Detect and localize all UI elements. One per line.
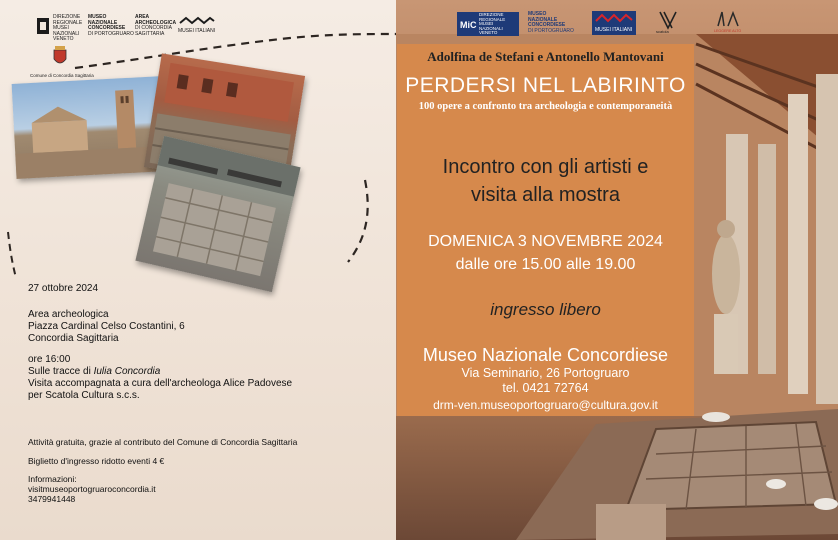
venue-line: Area archeologica: [28, 309, 109, 320]
museo-line: DI PORTOGRUARO: [88, 30, 134, 37]
dir-line: NAZIONALI: [479, 25, 503, 31]
logo4-label: LEGGERE ALTO: [714, 29, 742, 33]
tour-italic: Iulia Concordia: [93, 366, 161, 377]
venue-block: [28, 309, 185, 345]
scatola-icon: [656, 10, 680, 30]
dir-line: DIREZIONE: [479, 12, 504, 17]
left-logo-dir: [36, 14, 83, 42]
museum-phone: tel. 0421 72764: [502, 381, 589, 395]
museo-line: CONCORDIESE: [528, 22, 566, 28]
wave-icon: [592, 11, 636, 25]
exhibit-subtitle: 100 opere a confronto tra archeologia e contemporaneità: [418, 101, 673, 112]
info-website[interactable]: visitmuseoportogruaroconcordia.it: [28, 484, 156, 494]
comune-label: Comune di Concordia Sagittaria: [30, 73, 94, 78]
museo-line: DI PORTOGRUARO: [528, 27, 574, 34]
dir-line: NAZIONALI: [53, 30, 80, 37]
ticket-note: Biglietto d'ingresso ridotto eventi 4 €: [28, 456, 165, 466]
info-label: Informazioni:: [28, 474, 77, 484]
venue-line: Piazza Cardinal Celso Costantini, 6: [28, 321, 185, 332]
event-hours: dalle ore 15.00 alle 19.00: [455, 256, 636, 273]
right-logo-four: [714, 10, 744, 34]
dir-line: REGIONALE: [479, 16, 506, 22]
event-date: DOMENICA 3 NOVEMBRE 2024: [428, 233, 663, 250]
museum-email[interactable]: drm-ven.museoportogruaro@cultura.gov.it: [433, 398, 658, 412]
dir-line: VENETO: [479, 30, 498, 36]
right-logo-musei-italiani: [592, 11, 636, 35]
museum-name: Museo Nazionale Concordiese: [422, 345, 669, 365]
dir-line: MUSEI: [479, 21, 494, 27]
guide-line: per Scatola Cultura s.c.s.: [28, 390, 140, 401]
mic-label: MiC: [460, 20, 477, 30]
info-block: [28, 474, 156, 504]
museo-line: MUSEO: [88, 14, 107, 20]
museum-address: Via Seminario, 26 Portogruaro: [461, 366, 630, 380]
venue-line: Concordia Sagittaria: [28, 333, 119, 344]
musei-italiani-label: MUSEI ITALIANI: [595, 27, 633, 33]
museo-line: MUSEO: [528, 11, 547, 17]
mic-crest-icon: [36, 16, 50, 36]
museo-line: NAZIONALE: [88, 19, 118, 26]
entry-note: ingresso libero: [490, 300, 601, 319]
left-logo-museo: [88, 15, 134, 37]
artists-line: Adolfina de Stefani e Antonello Mantovani: [427, 49, 664, 64]
tour-block: [28, 354, 292, 402]
area-line: ARCHEOLOGICA: [135, 19, 177, 26]
lettering-logo-icon: [714, 10, 742, 30]
exhibit-title: PERDERSI NEL LABIRINTO: [405, 74, 686, 97]
dir-line: REGIONALE: [53, 19, 83, 26]
free-note: Attività gratuita, grazie al contributo del Comune di Concordia Sagittaria: [28, 437, 298, 447]
area-line: DI CONCORDIA: [135, 25, 172, 31]
museo-line: NAZIONALE: [528, 16, 558, 23]
dir-line: MUSEI: [53, 25, 69, 31]
right-logo-museo: [528, 12, 574, 34]
right-logo-mic: [457, 12, 519, 36]
area-line: SAGITTARIA: [135, 30, 165, 37]
event-date-left: 27 ottobre 2024: [28, 283, 99, 294]
photo-church: [12, 76, 167, 179]
left-logo-musei-italiani: [178, 14, 218, 38]
dir-line: VENETO: [53, 36, 74, 42]
area-line: AREA: [135, 14, 150, 20]
comune-crest-icon: [52, 46, 68, 68]
tour-title: [28, 366, 292, 378]
museo-line: CONCORDIESE: [88, 25, 126, 31]
info-phone: 3479941448: [28, 494, 76, 504]
wave-icon: [178, 15, 216, 27]
right-logo-scatola: [656, 10, 680, 34]
headline-line1: Incontro con gli artisti e: [442, 156, 649, 178]
scatola-label: scatola: [656, 29, 669, 34]
headline-line2: visita alla mostra: [471, 184, 620, 206]
left-logo-area: [135, 15, 176, 37]
dir-line: DIREZIONE: [53, 14, 81, 20]
guide-line: Visita accompagnata a cura dell'archeologa Alice Padovese: [28, 378, 293, 389]
tour-prefix: Sulle tracce di: [28, 366, 94, 377]
tour-time: ore 16:00: [28, 354, 71, 365]
church-icon: [12, 76, 167, 179]
musei-italiani-label: MUSEI ITALIANI: [178, 28, 216, 34]
